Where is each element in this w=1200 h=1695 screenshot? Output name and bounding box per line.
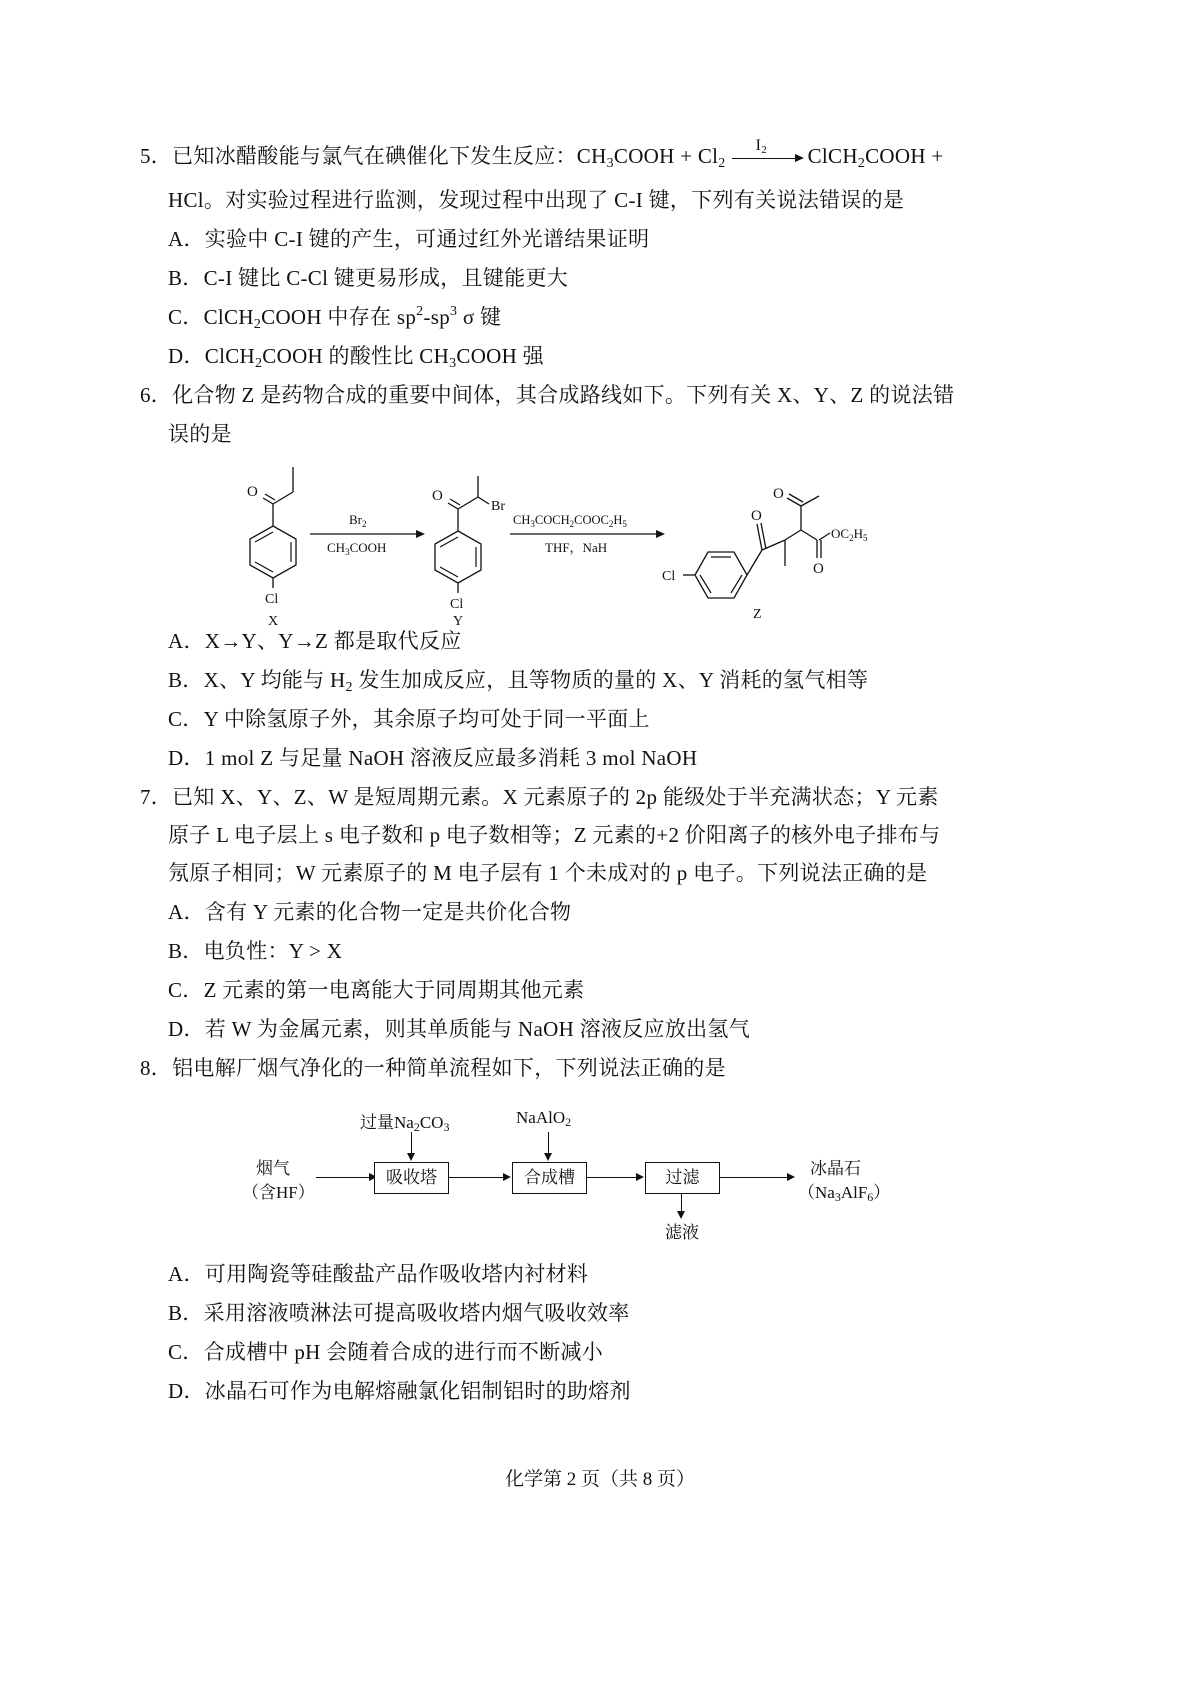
q8-option-b: B．采用溶液喷淋法可提高吸收塔内烟气吸收效率 bbox=[168, 1301, 630, 1325]
q5-option-b: B．C-I 键比 C-Cl 键更易形成，且键能更大 bbox=[168, 266, 569, 290]
subscript: 3 bbox=[443, 1120, 450, 1134]
arrow-head bbox=[416, 530, 425, 538]
subscript: 3 bbox=[606, 156, 614, 171]
oxygen-label: O bbox=[751, 508, 762, 524]
q8-option-a: A．可用陶瓷等硅酸盐产品作吸收塔内衬材料 bbox=[168, 1262, 589, 1286]
chlorine-label: Cl bbox=[450, 597, 464, 612]
q8-option-d: D．冰晶石可作为电解熔融氯化铝制铝时的助熔剂 bbox=[168, 1379, 631, 1403]
compound-y-label: Y bbox=[453, 614, 464, 629]
q5-option-d bbox=[168, 342, 544, 370]
subscript: 3 bbox=[449, 356, 457, 371]
chlorine-label: Cl bbox=[662, 569, 676, 584]
q7-stem-line-2: 原子 L 电子层上 s 电子数和 p 电子数相等；Z 元素的+2 价阳离子的核外电子排布与 bbox=[168, 823, 941, 847]
option-text: B．X、Y 均能与 H bbox=[168, 668, 346, 692]
formula-text: AlF bbox=[840, 1183, 868, 1202]
catalyst-label bbox=[756, 132, 767, 160]
catalyst-text: I bbox=[755, 137, 762, 154]
flue-gas-label: 烟气 bbox=[256, 1159, 290, 1178]
q6-option-a: A．X→Y、Y→Z 都是取代反应 bbox=[168, 629, 462, 653]
bond bbox=[747, 550, 762, 575]
carbonyl-bond bbox=[265, 494, 275, 500]
oxygen-label: O bbox=[773, 486, 784, 502]
flue-gas-note: （含HF） bbox=[242, 1183, 315, 1202]
q7-option-d: D．若 W 为金属元素，则其单质能与 NaOH 溶液反应放出氢气 bbox=[168, 1017, 751, 1041]
subscript: 2 bbox=[413, 1120, 420, 1134]
filtrate-label: 滤液 bbox=[665, 1223, 699, 1242]
oxygen-label: O bbox=[813, 561, 824, 577]
option-text: C．ClCH bbox=[168, 305, 254, 329]
q7-option-c: C．Z 元素的第一电离能大于同周期其他元素 bbox=[168, 978, 585, 1002]
chlorine-label: Cl bbox=[265, 592, 279, 607]
carbonyl-bond bbox=[263, 498, 273, 504]
reagent-sodium-carbonate bbox=[360, 1108, 449, 1133]
aromatic-double-bond bbox=[440, 567, 458, 577]
bond bbox=[785, 530, 801, 540]
benzene-ring bbox=[695, 552, 747, 598]
cryolite-formula bbox=[798, 1178, 890, 1203]
q6-stem-line-1: 6．化合物 Z 是药物合成的重要中间体，其合成路线如下。下列有关 X、Y、Z 的说法错 bbox=[140, 383, 955, 407]
q8-option-c: C．合成槽中 pH 会随着合成的进行而不断减小 bbox=[168, 1340, 604, 1364]
aromatic-double-bond bbox=[255, 532, 273, 542]
reagent-text: 过量Na bbox=[360, 1113, 414, 1132]
q5-text: ClCH bbox=[807, 144, 858, 168]
superscript: 3 bbox=[450, 304, 458, 319]
bond bbox=[801, 530, 817, 540]
q5-text: COOH + bbox=[865, 144, 944, 168]
reagent-sodium-aluminate bbox=[516, 1108, 571, 1128]
q5-option-a: A．实验中 C-I 键的产生，可通过红外光谱结果证明 bbox=[168, 227, 650, 251]
q5-option-c bbox=[168, 303, 501, 331]
subscript: 2 bbox=[345, 680, 353, 695]
option-text: COOH 强 bbox=[456, 344, 544, 368]
compound-x-label: X bbox=[268, 614, 279, 629]
q6-stem-line-2: 误的是 bbox=[168, 422, 232, 446]
q7-option-a: A．含有 Y 元素的化合物一定是共价化合物 bbox=[168, 900, 572, 924]
subscript: 2 bbox=[253, 317, 262, 332]
q6-option-d: D．1 mol Z 与足量 NaOH 溶液反应最多消耗 3 mol NaOH bbox=[168, 746, 698, 770]
subscript: 2 bbox=[565, 1115, 572, 1129]
bromine-label: Br bbox=[491, 499, 505, 514]
subscript: 2 bbox=[857, 156, 866, 171]
oxygen-label: O bbox=[432, 488, 443, 504]
benzene-ring bbox=[435, 531, 481, 583]
reagent-label: $CH_3COCH_2COOC_2H_5$ bbox=[513, 513, 627, 529]
arrow-head bbox=[656, 530, 665, 538]
oxygen-label: O bbox=[247, 484, 258, 500]
carbonyl-bond bbox=[448, 503, 458, 509]
subscript: 6 bbox=[867, 1190, 874, 1204]
reagent-arrow bbox=[411, 1132, 412, 1154]
subscript: 2 bbox=[254, 356, 263, 371]
subscript: 3 bbox=[834, 1190, 841, 1204]
carbonyl-bond bbox=[761, 523, 766, 549]
page-footer: 化学第 2 页（共 8 页） bbox=[504, 1469, 695, 1490]
condition-label: THF，NaH bbox=[545, 540, 608, 555]
q5-stem-line-1 bbox=[140, 137, 944, 171]
compound-z bbox=[662, 486, 868, 622]
synthesis-tank-box: 合成槽 bbox=[512, 1162, 587, 1194]
reagent-arrow bbox=[548, 1132, 549, 1154]
bond bbox=[801, 496, 819, 506]
option-text: σ 键 bbox=[457, 305, 502, 329]
reaction-arrow-1 bbox=[310, 512, 425, 557]
option-text: COOH 的酸性比 CH bbox=[262, 344, 450, 368]
q7-stem-line-1: 7．已知 X、Y、Z、W 是短周期元素。X 元素原子的 2p 能级处于半充满状态；Y 元素 bbox=[140, 785, 939, 809]
aromatic-double-bond bbox=[731, 575, 742, 593]
flow-arrow bbox=[587, 1177, 637, 1178]
flow-arrow bbox=[720, 1177, 788, 1178]
carbonyl-bond bbox=[450, 499, 460, 505]
solvent-label: $CH_3COOH$ bbox=[327, 540, 387, 557]
synthesis-route-figure bbox=[245, 462, 925, 632]
q7-stem-line-3: 氖原子相同；W 元素原子的 M 电子层有 1 个未成对的 p 电子。下列说法正确的是 bbox=[168, 861, 928, 885]
reagent-text: NaAlO bbox=[516, 1108, 566, 1127]
flow-arrow bbox=[316, 1177, 370, 1178]
compound-x bbox=[247, 467, 296, 629]
filtrate-arrow bbox=[681, 1194, 682, 1212]
formula-text: （Na bbox=[798, 1183, 835, 1202]
aromatic-double-bond bbox=[440, 537, 458, 547]
subscript: 2 bbox=[718, 156, 726, 171]
reaction-arrow bbox=[732, 137, 802, 170]
option-text: COOH 中存在 sp bbox=[261, 305, 417, 329]
option-text: -sp bbox=[423, 305, 451, 329]
option-text: D．ClCH bbox=[168, 344, 255, 368]
compound-z-label: Z bbox=[753, 607, 762, 622]
arrow-line bbox=[732, 158, 796, 159]
compound-y bbox=[432, 476, 505, 629]
q7-option-b: B．电负性：Y > X bbox=[168, 939, 343, 963]
ester-group-label: $OC_2H_5$ bbox=[831, 526, 868, 543]
q6-option-c: C．Y 中除氢原子外，其余原子均可处于同一平面上 bbox=[168, 707, 650, 731]
filtration-box: 过滤 bbox=[645, 1162, 720, 1194]
cryolite-label: 冰晶石 bbox=[810, 1159, 861, 1178]
bond bbox=[478, 497, 489, 504]
bond bbox=[273, 492, 293, 504]
benzene-ring bbox=[250, 526, 296, 578]
q5-text: COOH + Cl bbox=[613, 144, 719, 168]
aromatic-double-bond bbox=[700, 575, 711, 593]
aromatic-double-bond bbox=[255, 562, 273, 572]
q5-stem-line-2: HCl。对实验过程进行监测，发现过程中出现了 C-I 键，下列有关说法错误的是 bbox=[168, 188, 905, 212]
reagent-text: CO bbox=[419, 1113, 444, 1132]
bond bbox=[458, 497, 478, 509]
superscript: 2 bbox=[416, 304, 424, 319]
reagent-label: $Br_2$ bbox=[349, 512, 367, 529]
q6-option-b bbox=[168, 666, 868, 694]
process-flow-diagram bbox=[242, 1100, 910, 1250]
reaction-arrow-2 bbox=[510, 513, 665, 556]
bond bbox=[819, 533, 830, 540]
carbonyl-bond bbox=[757, 524, 762, 550]
option-text: 发生加成反应，且等物质的量的 X、Y 消耗的氢气相等 bbox=[352, 668, 869, 692]
q5-text: 5．已知冰醋酸能与氯气在碘催化下发生反应：CH bbox=[140, 144, 607, 168]
subscript: 2 bbox=[761, 144, 768, 156]
q8-stem: 8．铝电解厂烟气净化的一种简单流程如下，下列说法正确的是 bbox=[140, 1056, 726, 1080]
flow-arrow bbox=[449, 1177, 504, 1178]
formula-text: ） bbox=[873, 1183, 891, 1202]
absorption-tower-box: 吸收塔 bbox=[374, 1162, 449, 1194]
